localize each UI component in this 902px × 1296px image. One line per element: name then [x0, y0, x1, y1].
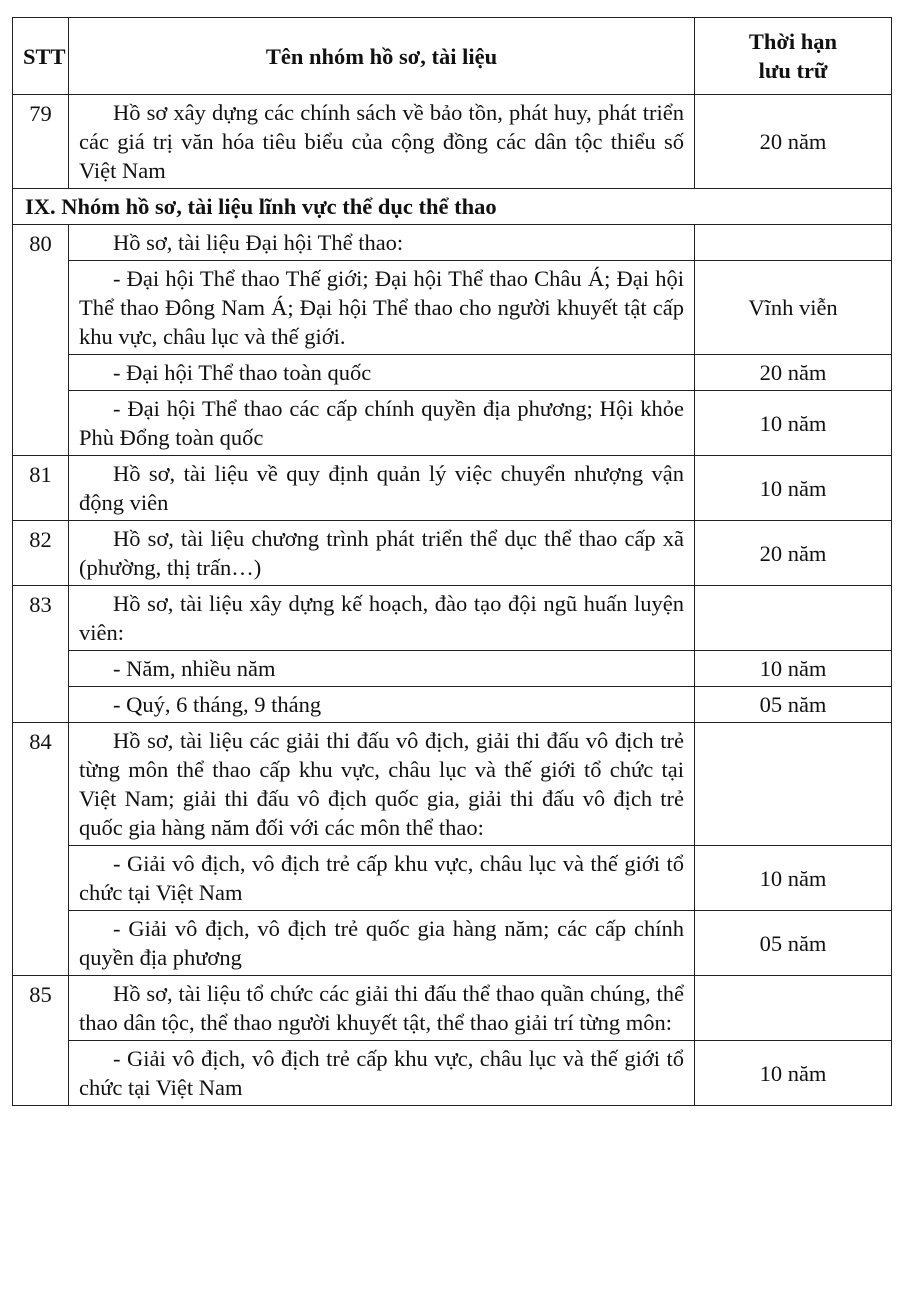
subrow-description: - Đại hội Thể thao Thế giới; Đại hội Thể thao Châu Á; Đại hội Thể thao Đông Nam Á; Đại hội Thể thao cho người khuyết tật cấp khu vực, châu lục và thế giới. — [69, 261, 695, 355]
subrow-term: Vĩnh viễn — [695, 261, 892, 355]
table-subrow — [13, 687, 892, 723]
row-description: Hồ sơ, tài liệu xây dựng kế hoạch, đào tạo đội ngũ huấn luyện viên: — [69, 586, 695, 651]
section-title: IX. Nhóm hồ sơ, tài liệu lĩnh vực thể dục thể thao — [13, 189, 892, 225]
row-stt: 79 — [13, 95, 69, 189]
table-header-row — [13, 18, 892, 95]
table-subrow — [13, 391, 892, 456]
row-stt: 80 — [13, 225, 69, 456]
row-description: Hồ sơ, tài liệu chương trình phát triển thể dục thể thao cấp xã (phường, thị trấn…) — [69, 521, 695, 586]
records-retention-table — [12, 17, 892, 1106]
header-name: Tên nhóm hồ sơ, tài liệu — [69, 18, 695, 95]
header-term-line1: Thời hạn — [748, 29, 838, 54]
subrow-description: - Đại hội Thể thao các cấp chính quyền địa phương; Hội khỏe Phù Đổng toàn quốc — [69, 391, 695, 456]
row-term — [695, 976, 892, 1041]
row-description: Hồ sơ, tài liệu các giải thi đấu vô địch, giải thi đấu vô địch trẻ từng môn thể thao cấp khu vực, châu lục và thế giới tổ chức tại Việt Nam; giải thi đấu vô địch quốc gia, giải thi đấu vô địch trẻ quốc gia hàng năm đối với các môn thể thao: — [69, 723, 695, 846]
row-term: 20 năm — [695, 521, 892, 586]
row-description: Hồ sơ xây dựng các chính sách về bảo tồn, phát huy, phát triển các giá trị văn hóa tiêu biểu của cộng đồng các dân tộc thiểu số Việt Nam — [69, 95, 695, 189]
row-stt: 84 — [13, 723, 69, 976]
table-row — [13, 225, 892, 261]
row-description: Hồ sơ, tài liệu về quy định quản lý việc chuyển nhượng vận động viên — [69, 456, 695, 521]
table-row — [13, 976, 892, 1041]
table-row — [13, 521, 892, 586]
row-term — [695, 723, 892, 846]
subrow-description: - Giải vô địch, vô địch trẻ cấp khu vực, châu lục và thế giới tổ chức tại Việt Nam — [69, 1041, 695, 1106]
row-term: 10 năm — [695, 456, 892, 521]
row-stt: 82 — [13, 521, 69, 586]
table-subrow — [13, 1041, 892, 1106]
row-description: Hồ sơ, tài liệu tổ chức các giải thi đấu thể thao quần chúng, thể thao dân tộc, thể thao người khuyết tật, thể thao giải trí từng môn: — [69, 976, 695, 1041]
table-row — [13, 586, 892, 651]
subrow-term: 05 năm — [695, 687, 892, 723]
row-description: Hồ sơ, tài liệu Đại hội Thể thao: — [69, 225, 695, 261]
row-stt: 81 — [13, 456, 69, 521]
table-subrow — [13, 846, 892, 911]
subrow-term: 10 năm — [695, 1041, 892, 1106]
table-subrow — [13, 651, 892, 687]
subrow-description: - Giải vô địch, vô địch trẻ cấp khu vực, châu lục và thế giới tổ chức tại Việt Nam — [69, 846, 695, 911]
row-term — [695, 225, 892, 261]
table-row — [13, 723, 892, 846]
subrow-term: 05 năm — [695, 911, 892, 976]
header-stt: STT — [13, 18, 69, 95]
row-stt: 83 — [13, 586, 69, 723]
header-term-line2: lưu trữ — [758, 58, 828, 83]
table-row — [13, 95, 892, 189]
row-term: 20 năm — [695, 95, 892, 189]
table-subrow — [13, 261, 892, 355]
table-subrow — [13, 355, 892, 391]
subrow-description: - Quý, 6 tháng, 9 tháng — [69, 687, 695, 723]
row-stt: 85 — [13, 976, 69, 1106]
subrow-term: 20 năm — [695, 355, 892, 391]
subrow-term: 10 năm — [695, 651, 892, 687]
subrow-description: - Năm, nhiều năm — [69, 651, 695, 687]
header-term — [695, 18, 892, 95]
subrow-term: 10 năm — [695, 846, 892, 911]
table-subrow — [13, 911, 892, 976]
subrow-description: - Giải vô địch, vô địch trẻ quốc gia hàng năm; các cấp chính quyền địa phương — [69, 911, 695, 976]
subrow-term: 10 năm — [695, 391, 892, 456]
table-row — [13, 456, 892, 521]
row-term — [695, 586, 892, 651]
subrow-description: - Đại hội Thể thao toàn quốc — [69, 355, 695, 391]
section-row — [13, 189, 892, 225]
